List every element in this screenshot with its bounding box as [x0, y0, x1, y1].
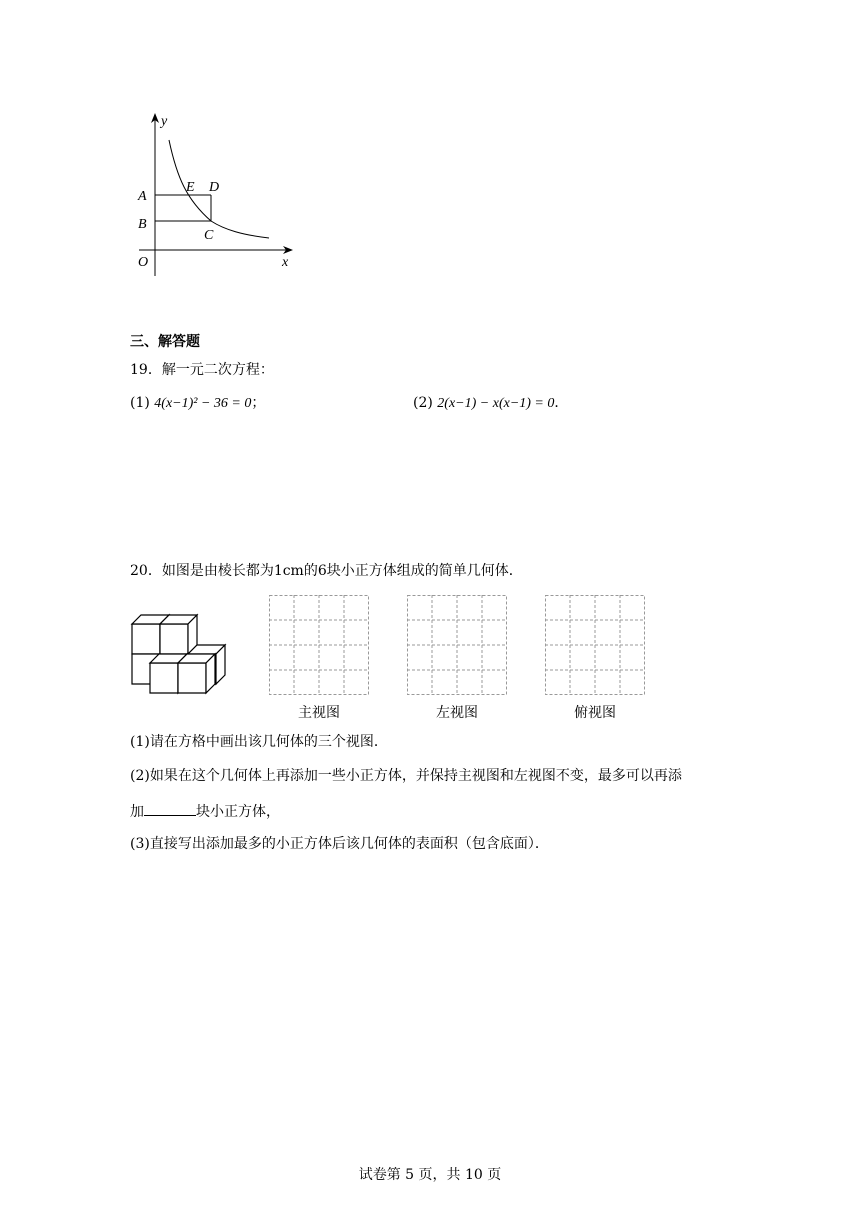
label-origin: O	[138, 255, 149, 270]
q20-part3: (3)直接写出添加最多的小正方体后该几何体的表面积（包含底面）．	[130, 836, 549, 852]
q19-part2-label: (2)	[413, 395, 433, 411]
q19-part2-equation: 2(x−1) − x(x−1) = 0	[437, 396, 555, 411]
answer-blank[interactable]	[144, 801, 196, 816]
cube-bottom-middle	[178, 654, 215, 693]
cube-solid-figure	[128, 610, 232, 696]
label-x: x	[282, 255, 289, 270]
q20-part2-suffix: 块小正方体，	[196, 804, 280, 820]
label-E: E	[186, 180, 195, 195]
page-footer: 试卷第 5 页，共 10 页	[358, 1167, 502, 1183]
q19-part1	[130, 394, 265, 413]
q20-part2-line1: (2)如果在这个几何体上再添加一些小正方体，并保持主视图和左视图不变，最多可以再添	[130, 768, 682, 784]
cube-back-right	[160, 615, 197, 654]
label-C: C	[204, 228, 214, 243]
q20-part2-line2	[130, 801, 280, 821]
q19-part1-equation: 4(x−1)² − 36 = 0	[154, 396, 252, 411]
q19-stem: 19．解一元二次方程：	[130, 362, 274, 378]
caption-front-view: 主视图	[298, 705, 340, 721]
grid-top-view[interactable]	[545, 595, 645, 695]
label-B: B	[138, 217, 147, 232]
q20-stem: 20．如图是由棱长都为1cm的6块小正方体组成的简单几何体．	[130, 563, 523, 579]
label-y: y	[161, 114, 168, 129]
q19-part1-label: (1)	[130, 395, 150, 411]
q20-part1: (1)请在方格中画出该几何体的三个视图．	[130, 734, 388, 750]
coordinate-graph	[125, 108, 305, 283]
section-title: 三、解答题	[130, 334, 200, 350]
grid-left-view[interactable]	[407, 595, 507, 695]
q19-part1-end: ；	[251, 395, 266, 411]
label-D: D	[209, 180, 220, 195]
caption-left-view: 左视图	[436, 705, 478, 721]
q19-part2	[413, 394, 568, 413]
caption-top-view: 俯视图	[574, 705, 616, 721]
label-A: A	[138, 189, 147, 204]
q19-part2-end: ．	[554, 395, 569, 411]
grid-front-view[interactable]	[269, 595, 369, 695]
q20-part2-prefix: 加	[130, 804, 144, 820]
